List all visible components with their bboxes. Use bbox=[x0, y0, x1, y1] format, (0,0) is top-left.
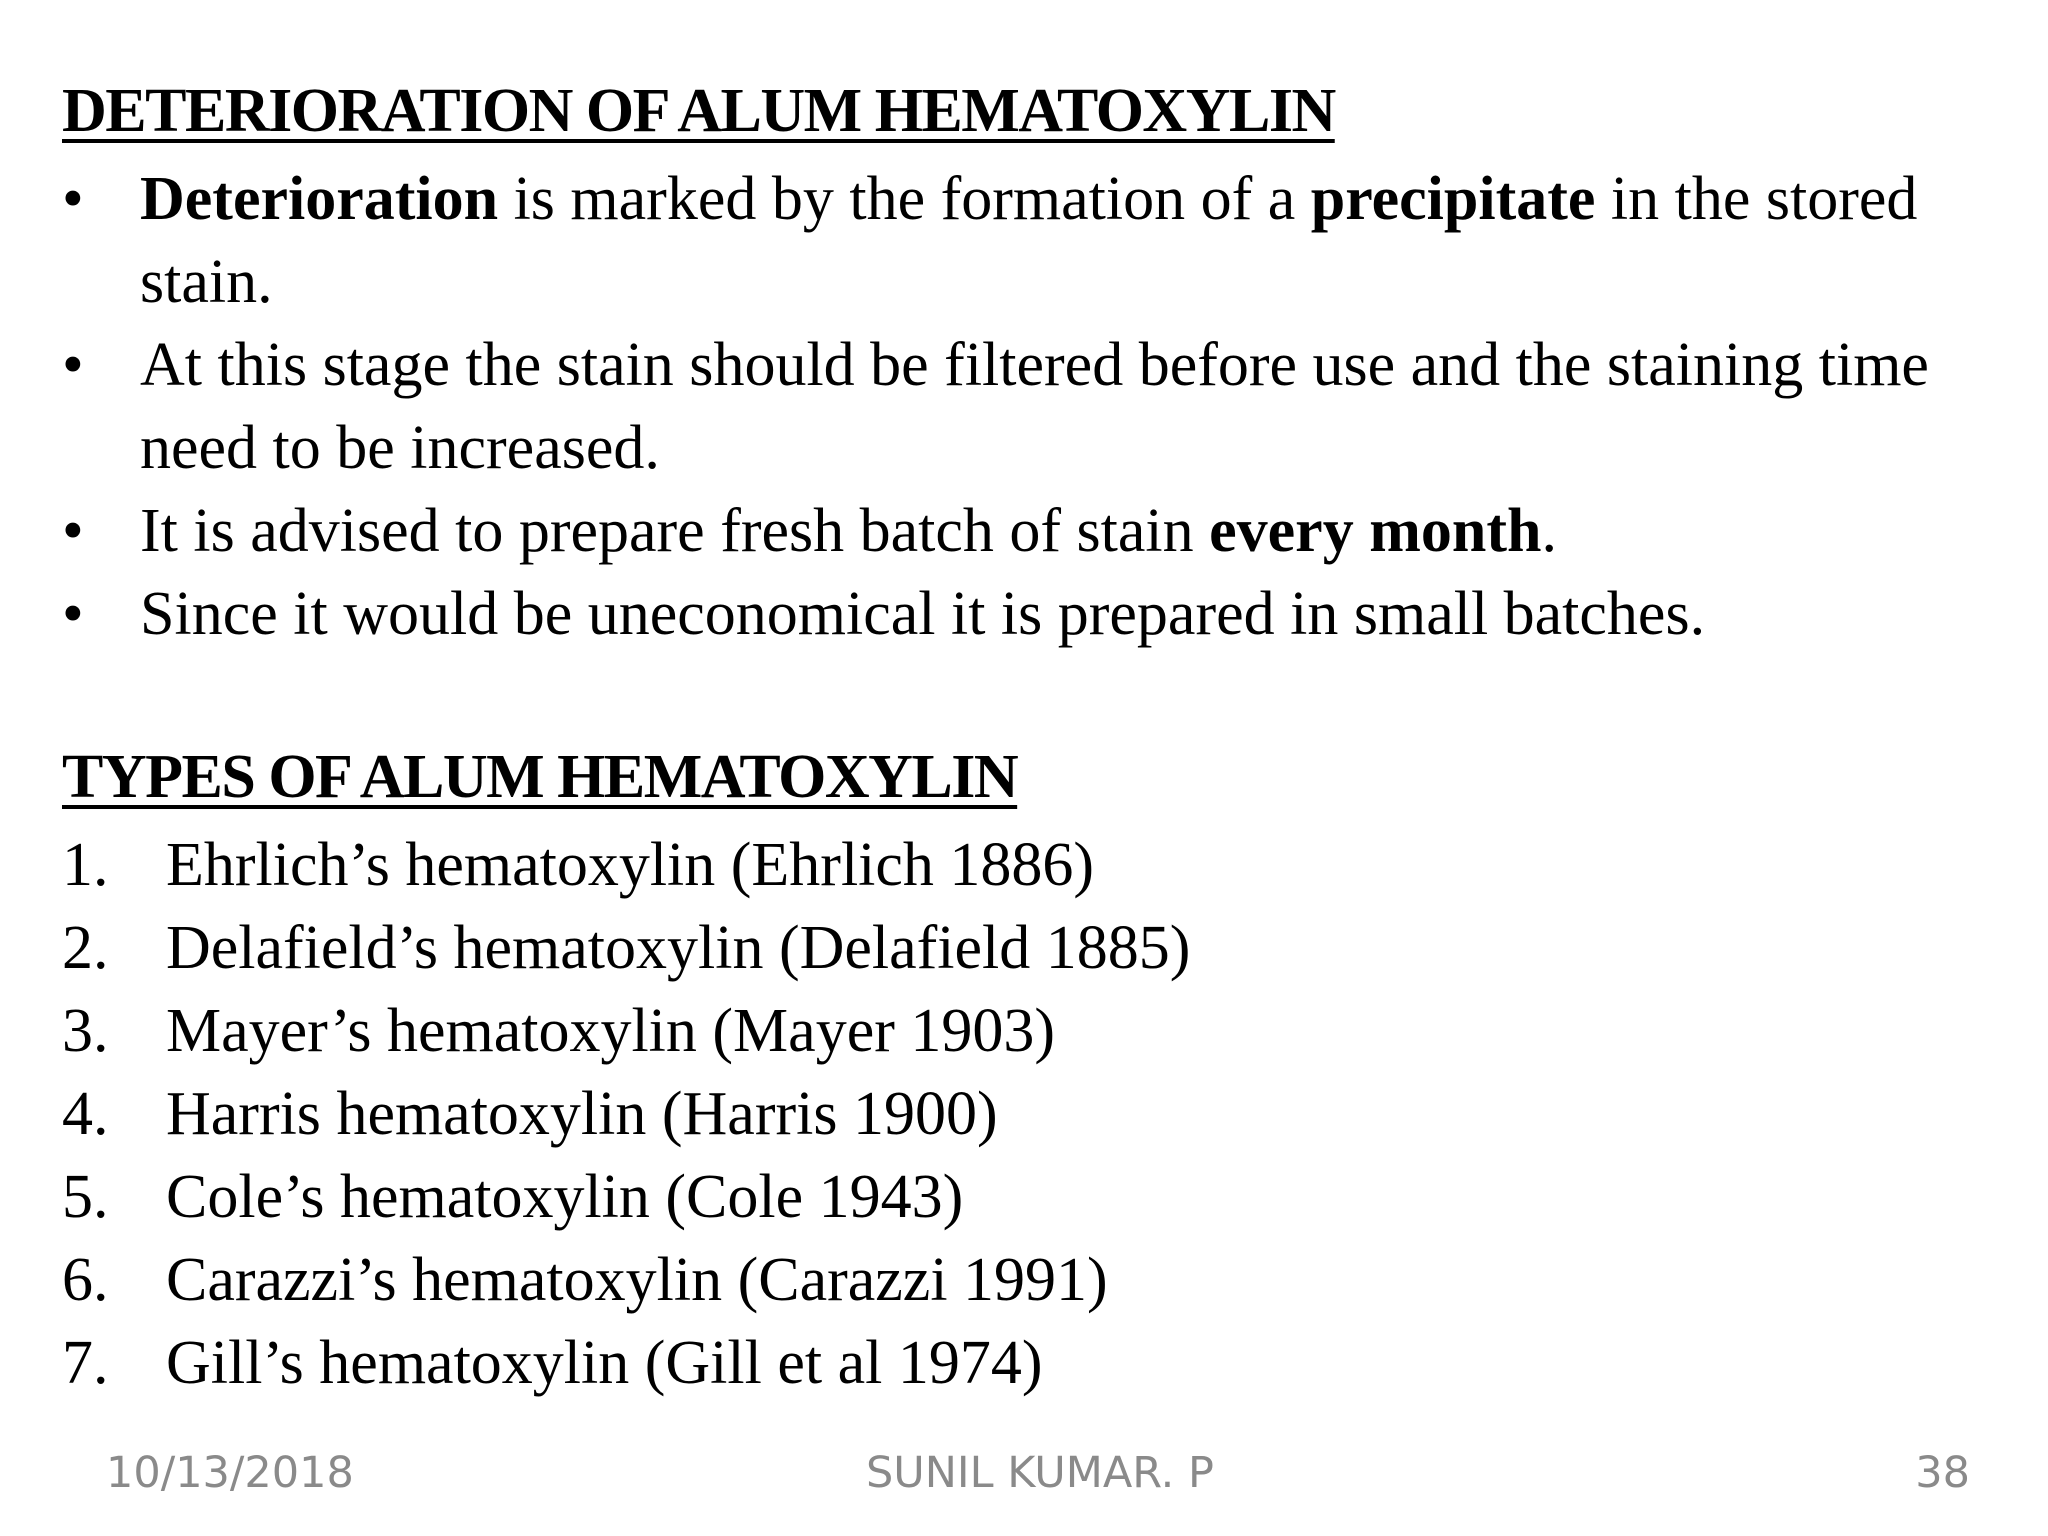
list-item bbox=[62, 824, 1190, 907]
bold-term: every month bbox=[1209, 497, 1542, 565]
item-text: Delafield’s hematoxylin (Delafield 1885) bbox=[166, 914, 1191, 982]
bold-term: precipitate bbox=[1310, 165, 1596, 233]
bullet-text: . bbox=[1541, 497, 1557, 565]
list-item bbox=[62, 1239, 1190, 1322]
bullet-item bbox=[62, 573, 1992, 656]
section-heading-types: TYPES OF ALUM HEMATOXYLIN bbox=[62, 743, 1018, 811]
hematoxylin-types-list bbox=[62, 824, 1190, 1405]
list-item bbox=[62, 907, 1190, 990]
list-item bbox=[62, 1156, 1190, 1239]
footer-author: SUNIL KUMAR. P bbox=[866, 1448, 1214, 1498]
item-number: 2. bbox=[62, 914, 109, 982]
bullet-item bbox=[62, 324, 1992, 490]
deterioration-bullet-list bbox=[62, 158, 1992, 656]
bullet-icon: • bbox=[62, 331, 84, 399]
list-item bbox=[62, 1073, 1190, 1156]
item-text: Gill’s hematoxylin (Gill et al 1974) bbox=[166, 1329, 1043, 1397]
bullet-icon: • bbox=[62, 165, 84, 233]
list-item bbox=[62, 990, 1190, 1073]
item-text: Harris hematoxylin (Harris 1900) bbox=[166, 1080, 998, 1148]
bullet-text: At this stage the stain should be filtered before use and the staining time need to be increased. bbox=[140, 331, 1929, 482]
bullet-text: It is advised to prepare fresh batch of stain bbox=[140, 497, 1210, 565]
footer-date: 10/13/2018 bbox=[106, 1448, 354, 1498]
section-heading-deterioration: DETERIORATION OF ALUM HEMATOXYLIN bbox=[62, 77, 1335, 145]
bold-term: Deterioration bbox=[140, 165, 499, 233]
footer-page-number: 38 bbox=[1915, 1448, 1970, 1498]
bullet-text: is marked by the formation of a bbox=[498, 165, 1311, 233]
bullet-text: Since it would be uneconomical it is prepared in small batches. bbox=[140, 580, 1706, 648]
bullet-item bbox=[62, 158, 1992, 324]
list-item bbox=[62, 1322, 1190, 1405]
item-text: Mayer’s hematoxylin (Mayer 1903) bbox=[166, 997, 1056, 1065]
bullet-icon: • bbox=[62, 497, 84, 565]
item-number: 3. bbox=[62, 997, 109, 1065]
item-text: Cole’s hematoxylin (Cole 1943) bbox=[166, 1163, 964, 1231]
item-number: 6. bbox=[62, 1246, 109, 1314]
bullet-item bbox=[62, 490, 1992, 573]
item-number: 7. bbox=[62, 1329, 109, 1397]
item-text: Carazzi’s hematoxylin (Carazzi 1991) bbox=[166, 1246, 1108, 1314]
item-number: 4. bbox=[62, 1080, 109, 1148]
bullet-text: in the stored stain. bbox=[140, 165, 1918, 316]
item-number: 5. bbox=[62, 1163, 109, 1231]
bullet-icon: • bbox=[62, 580, 84, 648]
item-text: Ehrlich’s hematoxylin (Ehrlich 1886) bbox=[166, 831, 1095, 899]
item-number: 1. bbox=[62, 831, 109, 899]
